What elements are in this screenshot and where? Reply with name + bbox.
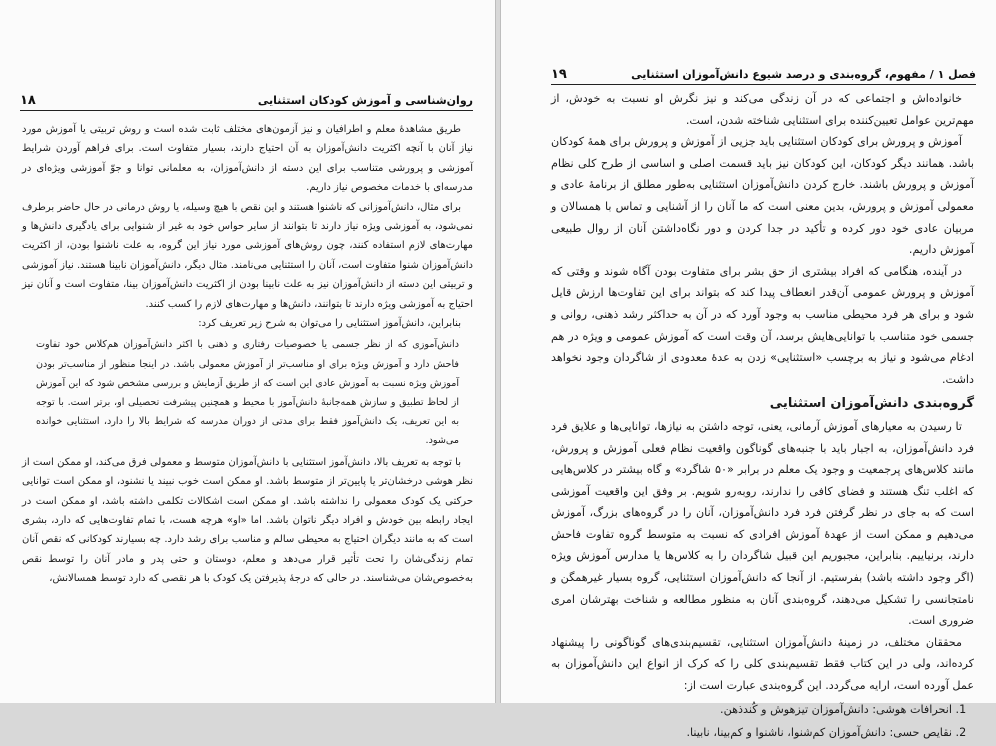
right-page-body [551, 88, 974, 746]
left-page-number: ۱۸ [20, 93, 36, 108]
left-paragraph-4: با توجه به تعریف بالا، دانش‌آموز استثنایی با دانش‌آموزان متوسط و معمولی فرق می‌کند، او ممکن است از نظر هوشی درخشان‌تر یا پایین‌تر از متوسط باشد. او ممکن است خوب نبیند یا نشنود، او ممکن است توانایی حرکتی یک کودک معمولی را نداشته باشد. او ممکن است اشکالات تکلمی داشته باشد، او ممکن است در ایجاد رابطه بین خودش و افراد دیگر ناتوان باشد. اما «او» هرچه هست، با تمام تفاوت‌هایی که دارد، بشری است که به مانند دیگران احتیاج به محیطی سالم و مناسب برای رشد دارد. چه بسیارند کودکانی که نقص آنان تمام زندگی‌شان را تحت تأثیر قرار می‌دهد و معلم، دوستان و حتی پدر و مادر آنان را توسط نقص به‌خصوص‌شان می‌شناسند. در حالی که درجهٔ پذیرفتن یک کودک با هر نقصی که دارد توسط همسالانش، [22, 456, 473, 585]
left-paragraph-2: برای مثال، دانش‌آموزانی که ناشنوا هستند و این نقص با هیچ وسیله، یا روش درمانی در حال حاضر برطرف نمی‌شود، به آموزشی ویژه نیاز دارند تا بتوانند از سایر حواس خود به غیر از شنوایی برای یادگیری دانش‌ها و مهارت‌های لازم استفاده کنند، چون روش‌های آموزشی مورد نیاز این گروه، به علت ناشنوا بودن، از اکثریت دانش‌آموزان شنوا متفاوت است، آنان را استثنایی می‌نامند. مثال دیگر، دانش‌آموزان نابینا هستند. نیاز آموزشی و تربیتی این دسته از دانش‌آموزان نیز به علت نابینا بودن از اکثریت دانش‌آموزان بینا، متفاوت است و آنان نیز احتیاج به آموزشی ویژه دارند تا بتوانند، دانش‌ها و مهارت‌های لازم را کسب کنند. [22, 201, 473, 310]
left-page-body [22, 120, 473, 589]
right-paragraph-3: در آینده، هنگامی که افراد بیشتری از حق بشر برای متفاوت بودن آگاه شوند و وقتی که آموزش و پرورش عمومی آن‌قدر انعطاف پیدا کند که بتواند برای این تفاوت‌ها ارزش قایل شود و برای هر فرد محیطی مناسب به وجود آورد که در آن به حداکثر رشد ذهنی، روانی و جسمی خود متناسب با توانایی‌هایش برسد، آن وقت است که آموزش عمومی و ویژه در هم ادغام می‌شود و نیاز به برچسب «استثنایی» زدن به عدهٔ معدودی از شاگردان وجود نخواهد داشت. [551, 264, 974, 386]
right-paragraph-2: آموزش و پرورش برای کودکان استثنایی باید جزیی از آموزش و پرورش برای همهٔ کودکان باشد. همانند دیگر کودکان، این کودکان نیز باید قسمت اصلی و اساسی از طرح کلی نظام آموزش و پرورش باشند. خارج کردن دانش‌آموزان استثنایی به‌طور مطلق از برنامهٔ عادی و معمولی آموزش و پرورش، بدین معنی است که ما آنان را از آشنایی و تماس با همسالان و مربیان عادی خود دور کرده و تأکید در جدا کردن و دور نگاه‌داشتن آنان از روال طبیعی آموزش داریم. [551, 135, 974, 257]
right-paragraph-5: محققان مختلف، در زمینهٔ دانش‌آموزان استثنایی، تقسیم‌بندی‌های گوناگونی را پیشنهاد کرده‌اند، ولی در این کتاب فقط تقسیم‌بندی کلی را که کرک از انواع این دانش‌آموزان به عمل آورده است، ارایه می‌گردد. این گروه‌بندی عبارت است از: [551, 635, 974, 693]
left-running-head-title: روان‌شناسی و آموزش کودکان استثنایی [257, 94, 473, 107]
grouping-list [551, 699, 974, 744]
right-page [500, 0, 996, 740]
list-item: 2. نقایص حسی: دانش‌آموزان کم‌شنوا، ناشنوا و کم‌بینا، نابینا. [551, 722, 952, 744]
left-page [0, 0, 496, 703]
right-paragraph-4: تا رسیدن به معیارهای آموزش آرمانی، یعنی، توجه داشتن به نیازها، توانایی‌ها و علایق فرد فرد دانش‌آموزان، به اجبار باید با جنبه‌های گوناگون واقعیت نظام فعلی آموزش و پرورش، مانند کلاس‌های پرجمعیت و وجود یک معلم در برابر «۵۰ شاگرد» و گاه بیشتر در کلاس‌هایی که اغلب تنگ هستند و فضای کافی را ندارند، روبه‌رو شویم. بر وفق این واقعیت آموزشی است که به جای در نظر گرفتن فرد فرد دانش‌آموزان، آنان را در گروه‌های بزرگ، آموزش می‌دهیم و ممکن است از عهدهٔ آموزش افرادی که نسبت به متوسط گروه تفاوت فاحش دارند، برنیاییم. بنابراین، مجبوریم این قبیل شاگردان را به کلاس‌ها یا مدارس آموزش ویژه (اگر وجود داشته باشد) بفرستیم. از آنجا که دانش‌آموزان استثنایی، گروه بسیار غیرهمگن و نامتجانسی را تشکیل می‌دهند، گروه‌بندی آنان به منظور مطالعه و شناخت بهترشان امری ضروری است. [551, 419, 974, 628]
right-running-head [551, 62, 976, 85]
definition-quote: دانش‌آموزی که از نظر جسمی یا خصوصیات رفتاری و ذهنی با اکثر دانش‌آموزان هم‌کلاس خود تفاوت فاحش دارد و آموزش ویژه برای او مناسب‌تر از آموزش معمولی باشد. در اینجا منظور از مناسب‌تر بودن آموزش ویژه نسبت به آموزش عادی این است که از طریق آزمایش و بررسی مشخص شود که این آموزش از لحاظ تطبیق و سازش همه‌جانبهٔ دانش‌آموز با محیط و همچنین پیشرفت تحصیلی او، برتر است. با توجه به این تعریف، یک دانش‌آموز فقط برای مدتی از دوران مدرسه که شرایط بالا را دارد، استثنایی خوانده می‌شود. [36, 339, 459, 447]
right-paragraph-1: خانواده‌اش و اجتماعی که در آن زندگی می‌کند و نیز نگرش او نسبت به خودش، از مهم‌ترین عوامل تعیین‌کننده برای استثنایی شناخته شدن، است. [551, 92, 974, 127]
right-running-head-title: فصل ۱ / مفهوم، گروه‌بندی و درصد شیوع دانش‌آموزان استثنایی [631, 68, 976, 81]
section-heading: گروه‌بندی دانش‌آموزان استثنایی [769, 396, 974, 412]
left-paragraph-1: طریق مشاهدهٔ معلم و اطرافیان و نیز آزمون‌های مختلف ثابت شده است و روش تربیتی یا آموزش مورد نیاز آنان با آنچه اکثریت دانش‌آموزان به آن احتیاج دارند، بسیار متفاوت است. برای فراهم آوردن شرایط آموزشی و پرورشی متناسب برای این دسته از دانش‌آموزان، به معلمانی توانا و جوّ آموزشی ویژه‌ای در مدرسه‌ای با خدمات مخصوص نیاز داریم. [22, 124, 473, 194]
left-paragraph-3: بنابراین، دانش‌آموز استثنایی را می‌توان به شرح زیر تعریف کرد: [198, 318, 461, 330]
left-running-head [20, 88, 473, 111]
right-page-number: ۱۹ [551, 67, 567, 82]
list-item: 1. انحرافات هوشی: دانش‌آموزان تیزهوش و کُندذهن. [551, 699, 952, 721]
